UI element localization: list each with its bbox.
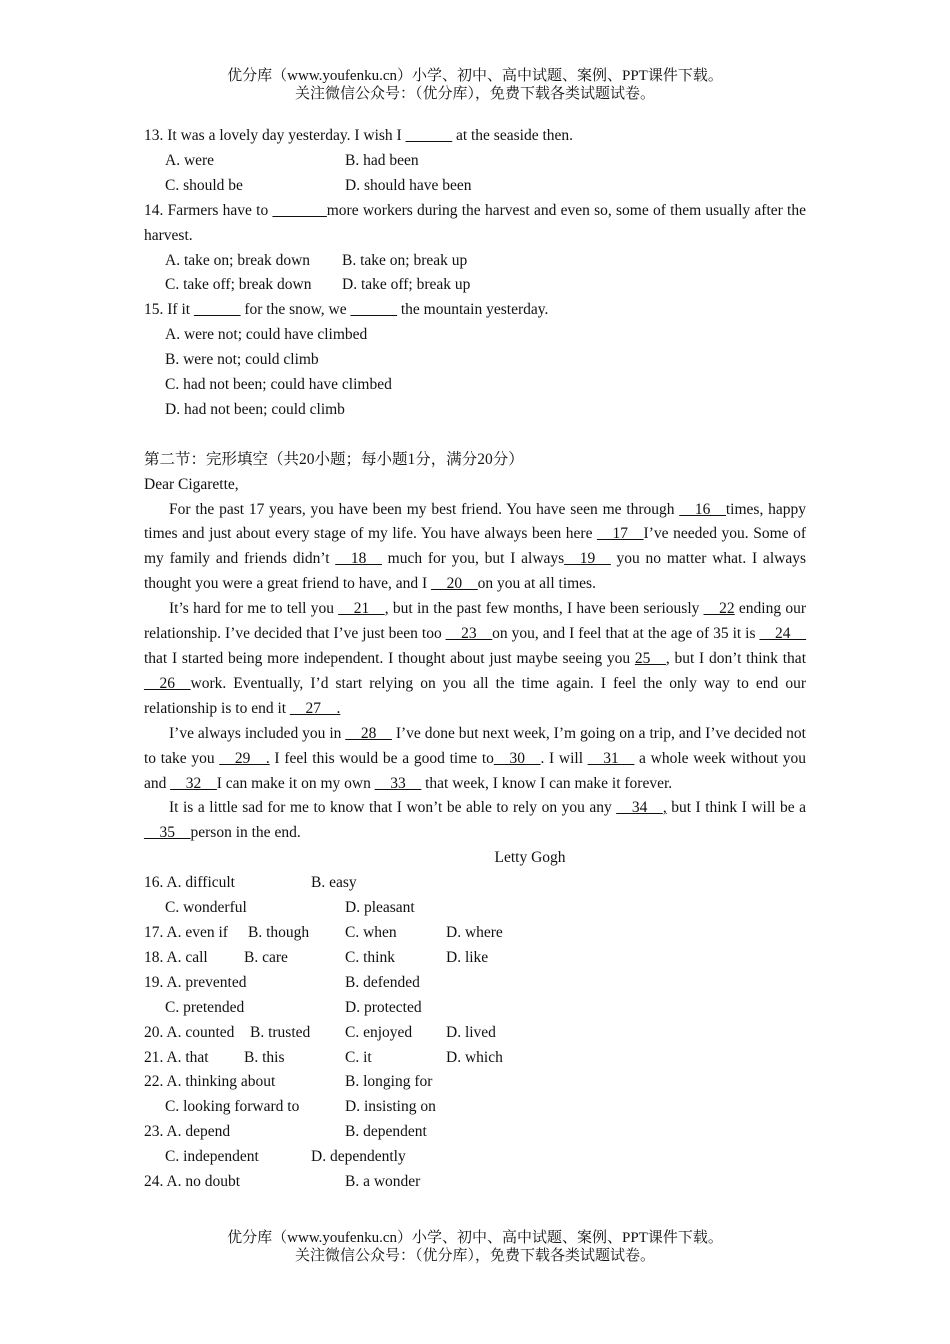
- cloze-blank-19: __19__: [564, 550, 611, 568]
- option-d: D. pleasant: [345, 899, 415, 917]
- option-a: A. were: [165, 151, 215, 169]
- option-b: B. easy: [311, 874, 357, 892]
- option-b: B. care: [244, 948, 288, 966]
- option-b: B. trusted: [250, 1023, 311, 1041]
- exam-content: [144, 124, 806, 1195]
- option-a: 16. A. difficult: [144, 874, 235, 892]
- option-d: D. take off; break up: [342, 276, 471, 294]
- option-b: B. this: [244, 1048, 285, 1066]
- question-17-options: [144, 921, 806, 946]
- answer-blank: _______: [272, 201, 327, 219]
- cloze-blank-33: __33__: [374, 774, 422, 792]
- cloze-blank-35: __35__: [144, 824, 191, 842]
- question-16-options-cd: [144, 896, 806, 921]
- section-heading: 第二节：完形填空（共20小题；每小题1分，满分20分）: [144, 450, 524, 468]
- footer-line-1: 优分库（www.youfenku.cn）小学、初中、高中试题、案例、PPT课件下载。: [227, 1230, 723, 1246]
- question-16-options-ab: [144, 871, 806, 896]
- option-b: B. defended: [345, 973, 420, 991]
- cloze-blank-30: __30__: [493, 749, 541, 767]
- question-13-options-ab: [144, 149, 806, 174]
- option-d: D. had not been; could climb: [165, 400, 345, 418]
- option-b: B. longing for: [345, 1073, 433, 1091]
- option-d: D. protected: [345, 998, 422, 1016]
- answer-blank: ______: [193, 301, 241, 319]
- cloze-blank-18: __18__: [335, 550, 382, 568]
- cloze-blank-26: __26__: [144, 674, 191, 692]
- option-a: A. were not; could have climbed: [165, 326, 368, 344]
- option-b: B. a wonder: [345, 1173, 421, 1191]
- option-c: C. pretended: [165, 998, 245, 1016]
- option-d: D. lived: [446, 1023, 496, 1041]
- question-24-options-ab: [144, 1170, 806, 1195]
- cloze-blank-27: __27__.: [289, 699, 341, 717]
- option-a: 20. A. counted: [144, 1023, 235, 1041]
- option-b: B. were not; could climb: [165, 351, 319, 369]
- question-19-options-cd: [144, 996, 806, 1021]
- question-23-options-cd: [144, 1145, 806, 1170]
- cloze-blank-17: __17__: [597, 525, 644, 543]
- option-a: 24. A. no doubt: [144, 1173, 241, 1191]
- letter-paragraph-1: For the past 17 years, you have been my best friend. You have seen me through __16__times, happy times and just about every stage of my life. You have always been here __17__I’ve needed you. Some of my family and friends didn’t __18__ much for you, but I always__19__ you no matter what. I always thought you were a great friend to have, and I __20__on you at all times.: [144, 500, 806, 593]
- option-c: C. think: [345, 948, 395, 966]
- option-c: C. should be: [165, 176, 243, 194]
- answer-blank: ______: [405, 127, 453, 144]
- question-23-options-ab: [144, 1120, 806, 1145]
- option-b: B. had been: [345, 151, 419, 169]
- cloze-blank-29: __29__.: [219, 749, 270, 767]
- option-d: D. like: [446, 948, 489, 966]
- answer-blank: ______: [350, 301, 397, 319]
- cloze-blank-31: __31__: [587, 749, 635, 767]
- letter-greeting: Dear Cigarette,: [144, 475, 239, 493]
- letter-paragraph-3: I’ve always included you in __28__ I’ve done but next week, I’m going on a trip, and I’ve decided not to take you __29__. I feel this would be a good time to__30__. I will __31__ a whole week without you and __32__I can make it on my own __33__ that week, I know I can make it forever.: [144, 724, 807, 792]
- cloze-blank-34: __34__,: [616, 799, 667, 817]
- cloze-blank-28: __28__: [345, 724, 392, 742]
- question-22-options-cd: [144, 1095, 806, 1120]
- cloze-blank-21: __21__,: [338, 600, 389, 618]
- cloze-blank-24: __24__: [759, 625, 806, 643]
- option-a: 21. A. that: [144, 1048, 209, 1066]
- option-a: A. take on; break down: [165, 251, 311, 269]
- letter-signature: Letty Gogh: [494, 849, 566, 867]
- option-c: C. looking forward to: [165, 1098, 300, 1116]
- cloze-blank-16: __16__: [679, 500, 726, 518]
- option-c: C. independent: [165, 1148, 259, 1166]
- letter-paragraph-2: It’s hard for me to tell you __21__, but in the past few months, I have been seriously __22 ending our relationship. I’ve decided that I’ve just been too __23__on you, and I feel that at the age of 35 it is __24__ that I started being more independent. I thought about just maybe seeing you 25__, but I don’t think that __26__work. Eventually, I’d start relying on you all the time again. I feel the only way to end our relationship is to end it __27__.: [144, 600, 807, 717]
- cloze-blank-32: __32__: [170, 774, 217, 792]
- option-c: C. wonderful: [165, 899, 247, 917]
- question-18-options: [144, 946, 806, 971]
- option-b: B. dependent: [345, 1123, 427, 1141]
- cloze-blank-25: 25__: [634, 650, 666, 668]
- option-d: D. which: [446, 1048, 503, 1066]
- option-d: D. insisting on: [345, 1098, 436, 1116]
- question-13-options-cd: [144, 174, 806, 199]
- option-d: D. where: [446, 923, 503, 941]
- cloze-blank-22: __22: [703, 600, 735, 618]
- option-c: C. had not been; could have climbed: [165, 376, 392, 394]
- option-a: 22. A. thinking about: [144, 1073, 276, 1091]
- footer-line-2: 关注微信公众号：（优分库），免费下载各类试题试卷。: [294, 1248, 655, 1264]
- question-19-options-ab: [144, 971, 806, 996]
- header-line-1: 优分库（www.youfenku.cn）小学、初中、高中试题、案例、PPT课件下载。: [227, 68, 723, 84]
- question-13-stem: 13. It was a lovely day yesterday. I wish I ______ at the seaside then.: [144, 127, 574, 144]
- cloze-blank-23: __23__: [445, 625, 493, 643]
- question-20-options: [144, 1021, 806, 1046]
- option-a: 18. A. call: [144, 948, 208, 966]
- option-a: 23. A. depend: [144, 1123, 231, 1141]
- header-line-2: 关注微信公众号：（优分库），免费下载各类试题试卷。: [294, 86, 655, 102]
- option-c: C. take off; break down: [165, 276, 312, 294]
- page-footer: [0, 1229, 950, 1265]
- option-d: D. should have been: [345, 176, 472, 194]
- page-header: [0, 67, 950, 103]
- option-c: C. when: [345, 923, 397, 941]
- question-22-options-ab: [144, 1070, 806, 1095]
- question-21-options: [144, 1046, 806, 1071]
- question-14-stem: 14. Farmers have to _______more workers during the harvest and even so, some of them usually after the harvest.: [144, 201, 806, 244]
- cloze-blank-20: __20__: [431, 575, 478, 593]
- question-14-options-cd: [144, 273, 806, 298]
- letter-paragraph-4: It is a little sad for me to know that I won’t be able to rely on you any __34__, but I think I will be a __35__person in the end.: [144, 799, 806, 842]
- option-d: D. dependently: [311, 1148, 406, 1166]
- question-14-options-ab: [144, 249, 806, 274]
- option-c: C. enjoyed: [345, 1023, 413, 1041]
- option-c: C. it: [345, 1048, 372, 1066]
- spacer: [144, 423, 806, 448]
- option-a: 17. A. even if: [144, 923, 228, 941]
- option-a: 19. A. prevented: [144, 973, 247, 991]
- option-b: B. though: [248, 923, 310, 941]
- question-15-stem: 15. If it ______ for the snow, we ______ the mountain yesterday.: [144, 301, 549, 319]
- option-b: B. take on; break up: [342, 251, 468, 269]
